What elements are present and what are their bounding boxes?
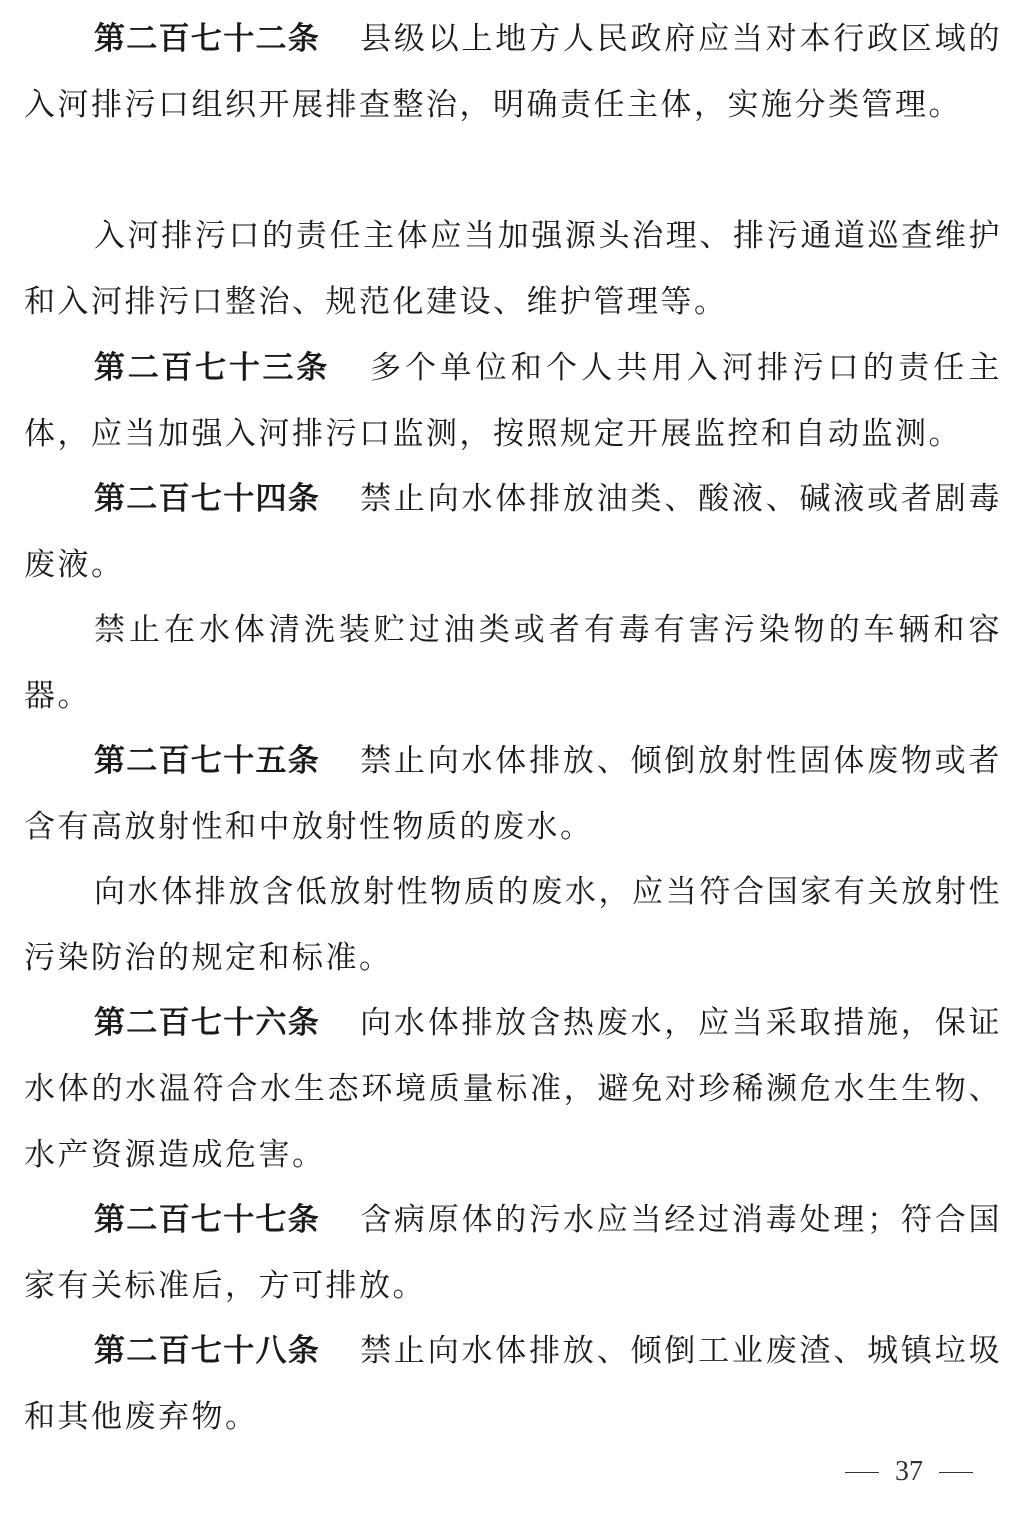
paragraph-text: 多个单位和个人共用入河排污口的责任主体，应当加强入河排污口监测，按照规定开展监控和自动监测。 (24, 350, 1003, 452)
paragraph-text: 禁止在水体清洗装贮过油类或者有毒有害污染物的车辆和容器。 (24, 612, 1002, 714)
page-footer (845, 1456, 995, 1488)
paragraph-article-276 (24, 990, 1002, 1188)
paragraph-text: 禁止向水体排放油类、酸液、碱液或者剧毒废液。 (24, 481, 1003, 583)
article-heading: 第二百七十四条 (94, 481, 321, 517)
paragraph-article-278 (24, 1318, 1002, 1450)
article-heading: 第二百七十六条 (94, 1005, 321, 1041)
article-heading: 第二百七十二条 (94, 21, 321, 57)
article-heading: 第二百七十八条 (94, 1333, 321, 1369)
paragraph-text: 禁止向水体排放、倾倒工业废渣、城镇垃圾和其他废弃物。 (24, 1333, 1003, 1435)
article-heading: 第二百七十三条 (94, 350, 330, 386)
paragraph-text: 县级以上地方人民政府应当对本行政区域的入河排污口组织开展排查整治，明确责任主体，实施分类管理。 (24, 21, 1003, 123)
paragraph-article-277 (24, 1187, 1002, 1319)
paragraph-text: 向水体排放含低放射性物质的废水，应当符合国家有关放射性污染防治的规定和标准。 (24, 874, 1002, 976)
paragraph-article-274 (24, 466, 1002, 598)
article-heading: 第二百七十七条 (94, 1202, 321, 1238)
footer-dash-right (939, 1472, 973, 1473)
paragraph-272-clause-2 (24, 203, 1002, 335)
paragraph-text: 禁止向水体排放、倾倒放射性固体废物或者含有高放射性和中放射性物质的废水。 (24, 743, 1003, 845)
paragraph-text: 向水体排放含热废水，应当采取措施，保证水体的水温符合水生态环境质量标准，避免对珍稀濒危水生生物、水产资源造成危害。 (24, 1005, 1003, 1173)
paragraph-text: 入河排污口的责任主体应当加强源头治理、排污通道巡查维护和入河排污口整治、规范化建设、维护管理等。 (24, 218, 1002, 320)
article-heading: 第二百七十五条 (94, 743, 321, 779)
paragraph-text: 含病原体的污水应当经过消毒处理；符合国家有关标准后，方可排放。 (24, 1202, 1003, 1304)
paragraph-article-273 (24, 335, 1002, 467)
footer-dash-left (845, 1472, 879, 1473)
paragraph-274-clause-2 (24, 597, 1002, 729)
paragraph-article-272 (24, 6, 1002, 138)
paragraph-275-clause-2 (24, 859, 1002, 991)
page-number: 37 (895, 1456, 923, 1487)
paragraph-article-275 (24, 728, 1002, 860)
